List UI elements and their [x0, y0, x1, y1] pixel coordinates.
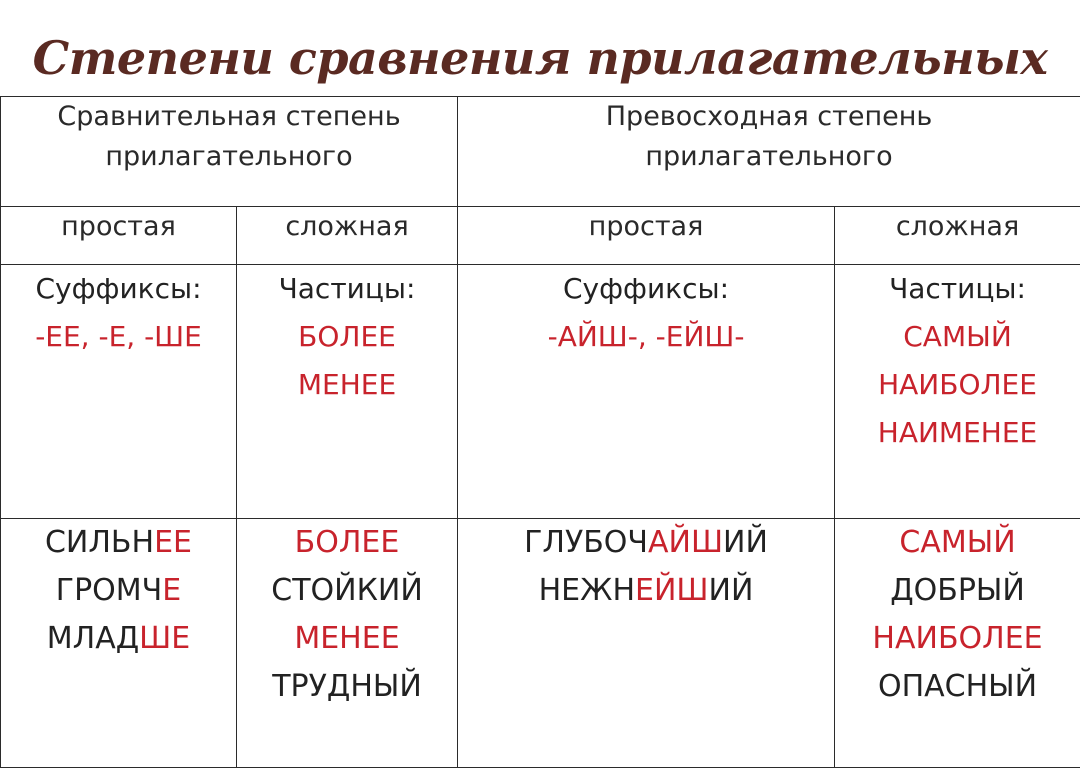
- subheader-comp-simple: простая: [1, 207, 237, 265]
- example-word: ТРУДНЫЙ: [272, 669, 422, 704]
- rule-particle: НАИБОЛЕЕ: [878, 368, 1037, 401]
- example-word: СТОЙКИЙ: [271, 573, 423, 608]
- example-word: [1, 567, 236, 615]
- word-suffix: АЙШ: [648, 525, 724, 560]
- header-comparative-line-1: Сравнительная степень: [57, 101, 401, 132]
- word-stem: ГРОМЧ: [55, 573, 163, 608]
- examples-comp-complex: [237, 519, 458, 768]
- rule-particle: МЕНЕЕ: [297, 368, 397, 401]
- word-suffix: Е: [162, 573, 182, 608]
- rule-sup-complex: [835, 265, 1080, 519]
- word-stem: МЛАД: [46, 621, 140, 656]
- word-suffix: ЕЙШ: [635, 573, 709, 608]
- example-word: [458, 519, 834, 567]
- example-particle: МЕНЕЕ: [294, 621, 400, 656]
- example-word: [1, 519, 236, 567]
- rule-particle: САМЫЙ: [903, 320, 1012, 353]
- rule-particle: БОЛЕЕ: [298, 320, 396, 353]
- example-particle: САМЫЙ: [899, 525, 1016, 560]
- example-word: [458, 567, 834, 615]
- subheader-row: [1, 207, 1080, 265]
- subheader-comp-complex: сложная: [237, 207, 458, 265]
- rule-label: Суффиксы:: [35, 272, 202, 305]
- examples-row: [1, 519, 1080, 768]
- word-stem: НЕЖН: [538, 573, 636, 608]
- rule-suffixes: -АЙШ-, -ЕЙШ-: [547, 320, 745, 353]
- example-word: [1, 615, 236, 663]
- header-row: [1, 97, 1080, 207]
- word-ending: ИЙ: [708, 573, 754, 608]
- header-superlative: [458, 97, 1080, 207]
- header-superlative-line-1: Превосходная степень: [605, 101, 933, 132]
- examples-sup-complex: [835, 519, 1080, 768]
- header-comparative: [1, 97, 458, 207]
- word-stem: СИЛЬН: [44, 525, 155, 560]
- example-word: ДОБРЫЙ: [890, 573, 1025, 608]
- rule-label: Частицы:: [278, 272, 416, 305]
- subheader-sup-simple: простая: [458, 207, 835, 265]
- page-title: Степени сравнения прилагательных: [32, 31, 1048, 85]
- header-comparative-line-2: прилагательного: [105, 141, 353, 172]
- word-stem: ГЛУБОЧ: [524, 525, 648, 560]
- examples-sup-simple: [458, 519, 835, 768]
- rule-sup-simple: [458, 265, 835, 519]
- word-ending: ИЙ: [723, 525, 768, 560]
- word-suffix: ЕЕ: [154, 525, 192, 560]
- comparison-table: [0, 96, 1080, 768]
- rule-label: Суффиксы:: [562, 272, 730, 305]
- rule-particle: НАИМЕНЕЕ: [877, 416, 1038, 449]
- rule-comp-simple: [1, 265, 237, 519]
- rule-suffixes: -ЕЕ, -Е, -ШЕ: [35, 320, 202, 353]
- header-superlative-line-2: прилагательного: [645, 141, 893, 172]
- rules-row: [1, 265, 1080, 519]
- rule-comp-complex: [237, 265, 458, 519]
- example-particle: НАИБОЛЕЕ: [872, 621, 1043, 656]
- rule-label: Частицы:: [889, 272, 1026, 305]
- example-word: ОПАСНЫЙ: [877, 669, 1038, 704]
- subheader-sup-complex: сложная: [835, 207, 1080, 265]
- examples-comp-simple: [1, 519, 237, 768]
- word-suffix: ШЕ: [139, 621, 191, 656]
- example-particle: БОЛЕЕ: [294, 525, 400, 560]
